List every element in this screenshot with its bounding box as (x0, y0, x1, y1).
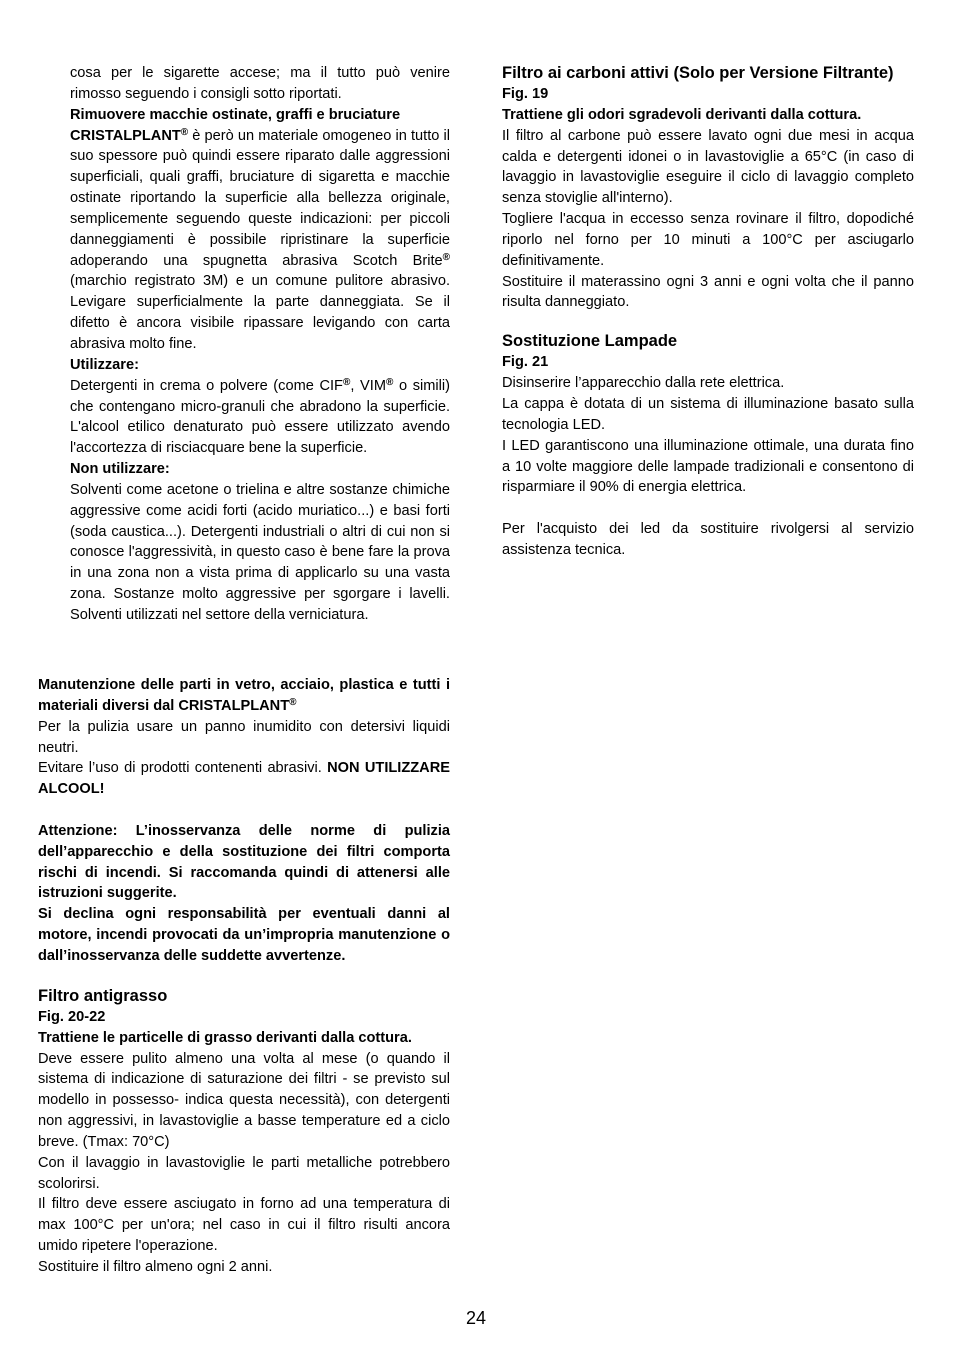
lamp-paragraph-4: Per l'acquisto dei led da sostituire rivolgersi al servizio assistenza tecnica. (502, 521, 914, 558)
grease-filter-subheading: Trattiene le particelle di grasso derivanti dalla cottura. (38, 1029, 412, 1046)
carbon-filter-paragraph-3: Sostituire il materassino ogni 3 anni e ogni volta che il panno risulta danneggiato. (502, 273, 914, 311)
grease-filter-paragraph-4: Sostituire il filtro almeno ogni 2 anni. (38, 1258, 273, 1275)
grease-filter-heading: Filtro antigrasso (38, 986, 168, 1005)
registered-mark: ® (289, 696, 297, 708)
left-column-indented (70, 63, 450, 626)
use-paragraph: Detergenti in crema o polvere (come CIF®, VIM® o simili) che contengano micro-granuli che abradono la superficie. L'alcool etilico denaturato può essere utilizzato avendo l'accortezza di risciacquare bene la superficie. (70, 376, 450, 457)
lamp-paragraph-3: I LED garantiscono una illuminazione ottimale, una durata fino a 10 volte maggiore delle lampade tradizionali e consentono di risparmiare il 90% di energia elettrica. (502, 437, 914, 496)
grease-filter-paragraph-1: Deve essere pulito almeno una volta al mese (o quando il sistema di indicazione di saturazione dei filtri - se previsto sul modello in possesso- indica questa necessità), con detergenti non aggressivi, in lavastoviglie a basse temperature ed a ciclo breve. (Tmax: 70°C) (38, 1050, 450, 1150)
registered-mark: ® (342, 376, 351, 388)
carbon-filter-subheading: Trattiene gli odori sgradevoli derivanti dalla cottura. (502, 106, 862, 123)
liability-disclaimer: Si declina ogni responsabilità per eventuali danni al motore, incendi provocati da un’impropria manutenzione o dall’inosservanza delle suddette avvertenze. (38, 906, 450, 964)
left-column (38, 675, 450, 1278)
lamp-heading: Sostituzione Lampade (502, 332, 678, 351)
stains-heading: Rimuovere macchie ostinate, graffi e bruciature (70, 106, 401, 123)
use-label: Utilizzare: (70, 356, 139, 373)
fire-warning: Attenzione: L’inosservanza delle norme di pulizia dell’apparecchio e della sostituzione dei filtri comporta rischi di incendi. Si raccomanda quindi di attenersi alle istruzioni suggerite. (38, 822, 450, 902)
do-not-use-label: Non utilizzare: (70, 461, 170, 478)
carbon-filter-paragraph-1: Il filtro al carbone può essere lavato ogni due mesi in acqua calda e detergenti idonei o in lavastoviglie a 65°C (in caso di lavaggio in lavastoviglie eseguire il ciclo di lavaggio completo senza stoviglie all'interno). (502, 127, 914, 207)
page-number: 24 (465, 1308, 487, 1328)
grease-filter-figure-ref: Fig. 20-22 (38, 1008, 106, 1025)
do-not-use-paragraph: Solventi come acetone o trielina e altre sostanze chimiche aggressive come acidi forti (acido muriatico...) e basi forti (soda caustica...). Detergenti industriali o altri di cui non si conosce l'aggressività, in questo caso è bene fare la prova in una zona non a vista prima di applicarlo su una vasta zona. Sostanze molto aggressive per sgorgare i lavelli. Solventi utilizzati nel settore della verniciatura. (70, 481, 450, 623)
maintenance-paragraph-1: Per la pulizia usare un panno inumidito con detersivi liquidi neutri. (38, 718, 450, 756)
lamp-paragraph-2: La cappa è dotata di un sistema di illuminazione basato sulla tecnologia LED. (502, 395, 914, 433)
no-alcohol-warning: NON UTILIZZARE ALCOOL! (38, 760, 450, 798)
repair-paragraph: CRISTALPLANT® è però un materiale omogeneo in tutto il suo spessore può quindi essere riparato dalle aggressioni superficiali, quali graffi, bruciature di sigaretta e macchie ostinate riportando la superficie alla bellezza originale, semplicemente seguendo queste indicazioni: per piccoli danneggiamenti è possibile ripristinare la superficie adoperando una spugnetta abrasiva Scotch Brite® (marchio registrato 3M) e un comune pulitore abrasivo. Levigare superficialmente la parte danneggiata. Se il difetto è ancora visibile ripassare levigando con carta abrasiva molto fine. (70, 126, 450, 352)
carbon-filter-heading: Filtro ai carboni attivi (Solo per Versione Filtrante) (502, 64, 894, 82)
registered-mark: ® (442, 251, 450, 263)
lamp-paragraph-1: Disinserire l’apparecchio dalla rete elettrica. (502, 375, 785, 392)
carbon-filter-paragraph-2: Togliere l'acqua in eccesso senza rovinare il filtro, dopodiché riporlo nel forno per 10 minuti a 100°C per asciugarlo definitivamente. (502, 211, 914, 269)
registered-mark: ® (385, 376, 394, 388)
registered-mark: ® (180, 126, 189, 138)
grease-filter-paragraph-3: Il filtro deve essere asciugato in forno ad una temperatura di max 100°C per un'ora; nel caso in cui il filtro risulti ancora umido ripetere l'operazione. (38, 1196, 450, 1255)
continued-paragraph: cosa per le sigarette accese; ma il tutto può venire rimosso seguendo i consigli sotto riportati. (70, 65, 450, 102)
right-column (502, 62, 914, 561)
grease-filter-paragraph-2: Con il lavaggio in lavastoviglie le parti metalliche potrebbero scolorirsi. (38, 1154, 450, 1192)
maintenance-paragraph-2: Evitare l’uso di prodotti contenenti abrasivi. NON UTILIZZARE ALCOOL! (38, 760, 450, 798)
maintenance-heading: Manutenzione delle parti in vetro, acciaio, plastica e tutti i materiali diversi dal CRISTALPLANT® (38, 677, 450, 714)
lamp-figure-ref: Fig. 21 (502, 354, 549, 371)
carbon-filter-figure-ref: Fig. 19 (502, 86, 549, 102)
brand-name: CRISTALPLANT (70, 127, 181, 144)
